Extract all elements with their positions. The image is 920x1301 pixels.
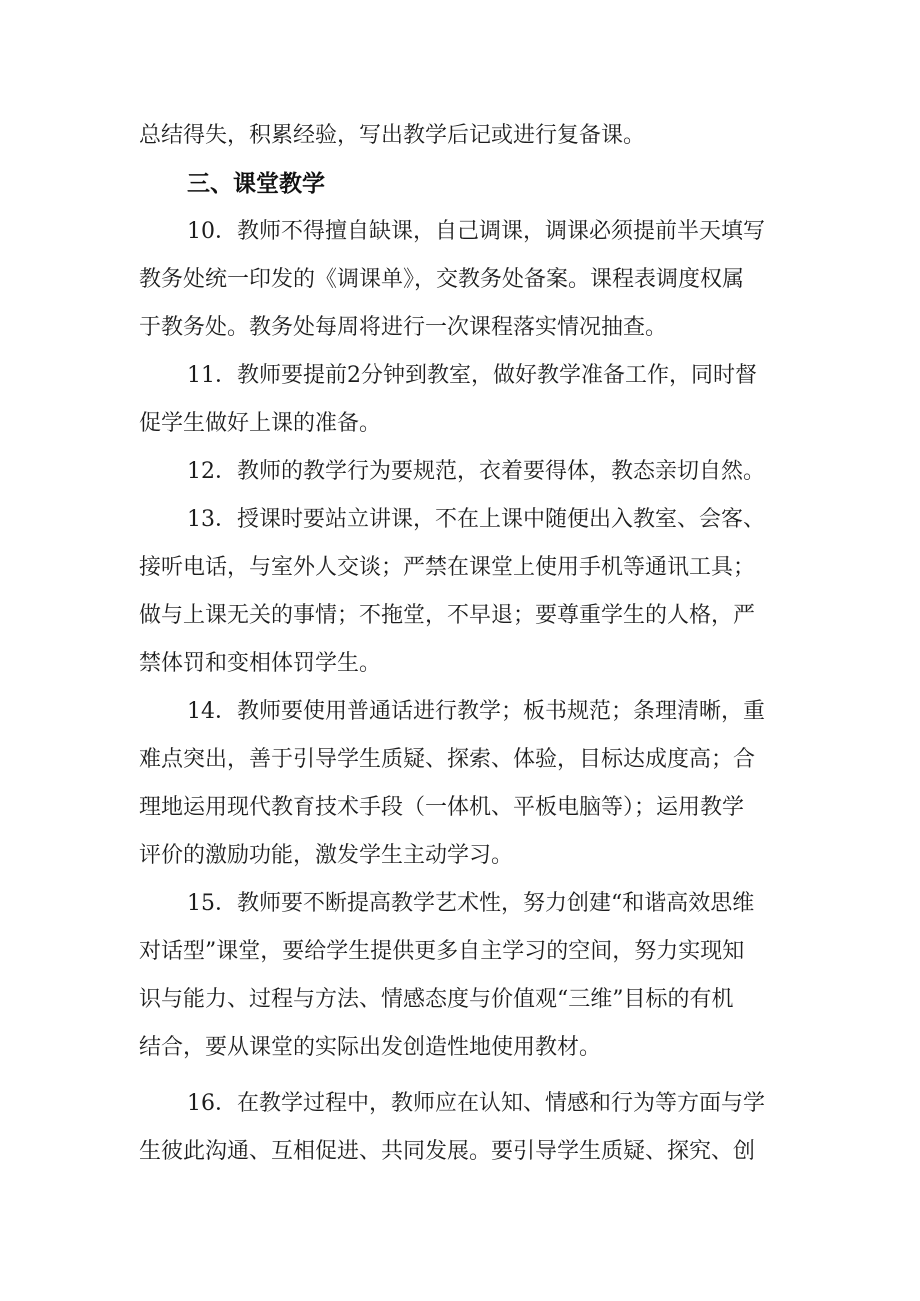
text-line: 理地运用现代教育技术手段（一体机、平板电脑等）；运用教学 xyxy=(139,795,745,820)
text-line: 于教务处。教务处每周将进行一次课程落实情况抽查。 xyxy=(139,315,668,340)
text-line: 12．教师的教学行为要规范，衣着要得体，教态亲切自然。 xyxy=(187,459,765,484)
text-line: 总结得失，积累经验，写出教学后记或进行复备课。 xyxy=(139,123,646,148)
text-line: 识与能力、过程与方法、情感态度与价值观“三维”目标的有机 xyxy=(139,987,734,1012)
text-line: 16．在教学过程中，教师应在认知、情感和行为等方面与学 xyxy=(187,1091,765,1116)
text-line: 10．教师不得擅自缺课，自己调课，调课必须提前半天填写 xyxy=(187,219,765,244)
text-line: 对话型”课堂，要给学生提供更多自主学习的空间，努力实现知 xyxy=(139,939,745,964)
text-line: 教务处统一印发的《调课单》，交教务处备案。课程表调度权属 xyxy=(139,267,745,292)
text-line: 14．教师要使用普通话进行教学；板书规范；条理清晰，重 xyxy=(187,699,765,724)
text-line: 做与上课无关的事情；不拖堂，不早退；要尊重学生的人格，严 xyxy=(139,603,756,628)
text-line: 禁体罚和变相体罚学生。 xyxy=(139,651,382,676)
text-line: 结合，要从课堂的实际出发创造性地使用教材。 xyxy=(139,1035,602,1060)
text-line: 11．教师要提前2分钟到教室，做好教学准备工作，同时督 xyxy=(187,363,757,388)
text-line: 接听电话，与室外人交谈；严禁在课堂上使用手机等通讯工具； xyxy=(139,555,756,580)
section-heading: 三、课堂教学 xyxy=(187,171,325,197)
text-line: 促学生做好上课的准备。 xyxy=(139,411,382,436)
text-line: 15．教师要不断提高教学艺术性，努力创建“和谐高效思维 xyxy=(187,891,755,916)
text-line: 评价的激励功能，激发学生主动学习。 xyxy=(139,843,514,868)
text-line: 13．授课时要站立讲课，不在上课中随便出入教室、会客、 xyxy=(187,507,765,532)
text-line: 难点突出，善于引导学生质疑、探索、体验，目标达成度高；合 xyxy=(139,747,756,772)
text-line: 生彼此沟通、互相促进、共同发展。要引导学生质疑、探究、创 xyxy=(139,1139,756,1164)
